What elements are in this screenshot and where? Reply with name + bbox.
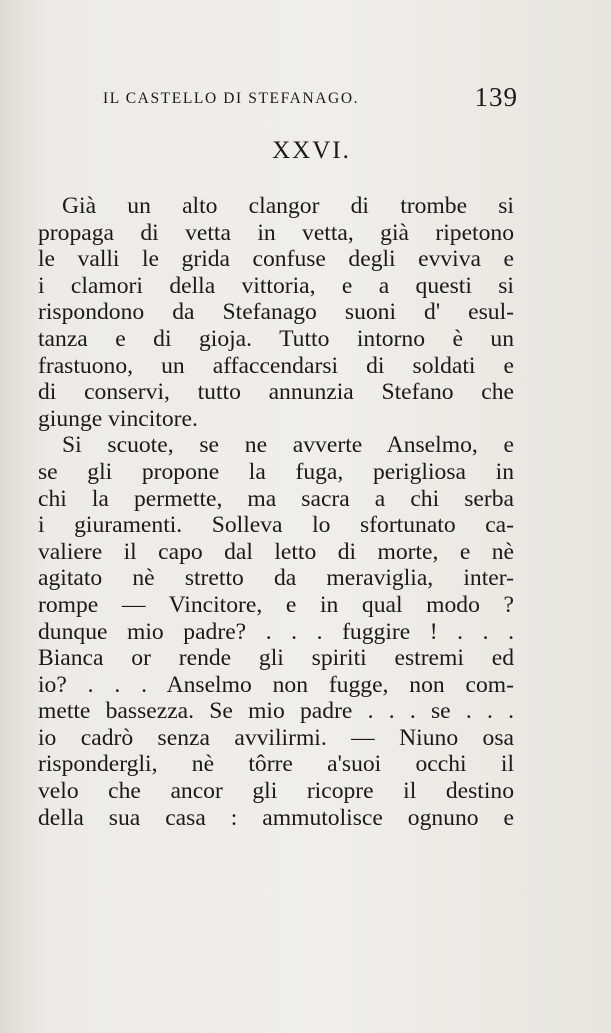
text-line: valiere il capo dal letto di morte, e nè [38,538,514,565]
text-line: dunque mio padre? . . . fuggire ! . . . [38,618,514,645]
text-line: velo che ancor gli ricopre il destino [38,778,514,805]
text-line: Bianca or rende gli spiriti estremi ed [38,645,514,672]
body-text [38,193,514,831]
text-line: mette bassezza. Se mio padre . . . se . . . [38,698,514,725]
text-line: rompe — Vincitore, e in qual modo ? [38,591,514,618]
text-line: agitato nè stretto da meraviglia, inter- [38,565,514,592]
text-line: io? . . . Anselmo non fugge, non com- [38,671,514,698]
text-line: i clamori della vittoria, e a questi si [38,272,514,299]
text-line: io cadrò senza avvilirmi. — Niuno osa [38,724,514,751]
text-line: Si scuote, se ne avverte Anselmo, e [62,432,514,459]
text-line: Già un alto clangor di trombe si [62,193,514,219]
text-line: i giuramenti. Solleva lo sfortunato ca- [38,512,514,539]
text-line: se gli propone la fuga, perigliosa in [38,458,514,485]
text-line: rispondono da Stefanago suoni d' esul- [38,299,514,326]
text-line: propaga di vetta in vetta, già ripetono [38,219,514,246]
text-line: giunge vincitore. [38,405,198,432]
text-line: le valli le grida confuse degli evviva e [38,246,514,273]
chapter-number: XXVI. [272,137,351,164]
text-line: di conservi, tutto annunzia Stefano che [38,379,514,406]
text-line: rispondergli, nè tôrre a'suoi occhi il [38,751,514,778]
text-line: della sua casa : ammutolisce ognuno e [38,804,514,831]
running-title: IL CASTELLO DI STEFANAGO. [103,90,360,107]
text-line: frastuono, un affaccendarsi di soldati e [38,352,514,379]
running-head [103,82,518,116]
text-line: chi la permette, ma sacra a chi serba [38,485,514,512]
text-line: tanza e di gioja. Tutto intorno è un [38,325,514,352]
page-number: 139 [474,82,518,112]
